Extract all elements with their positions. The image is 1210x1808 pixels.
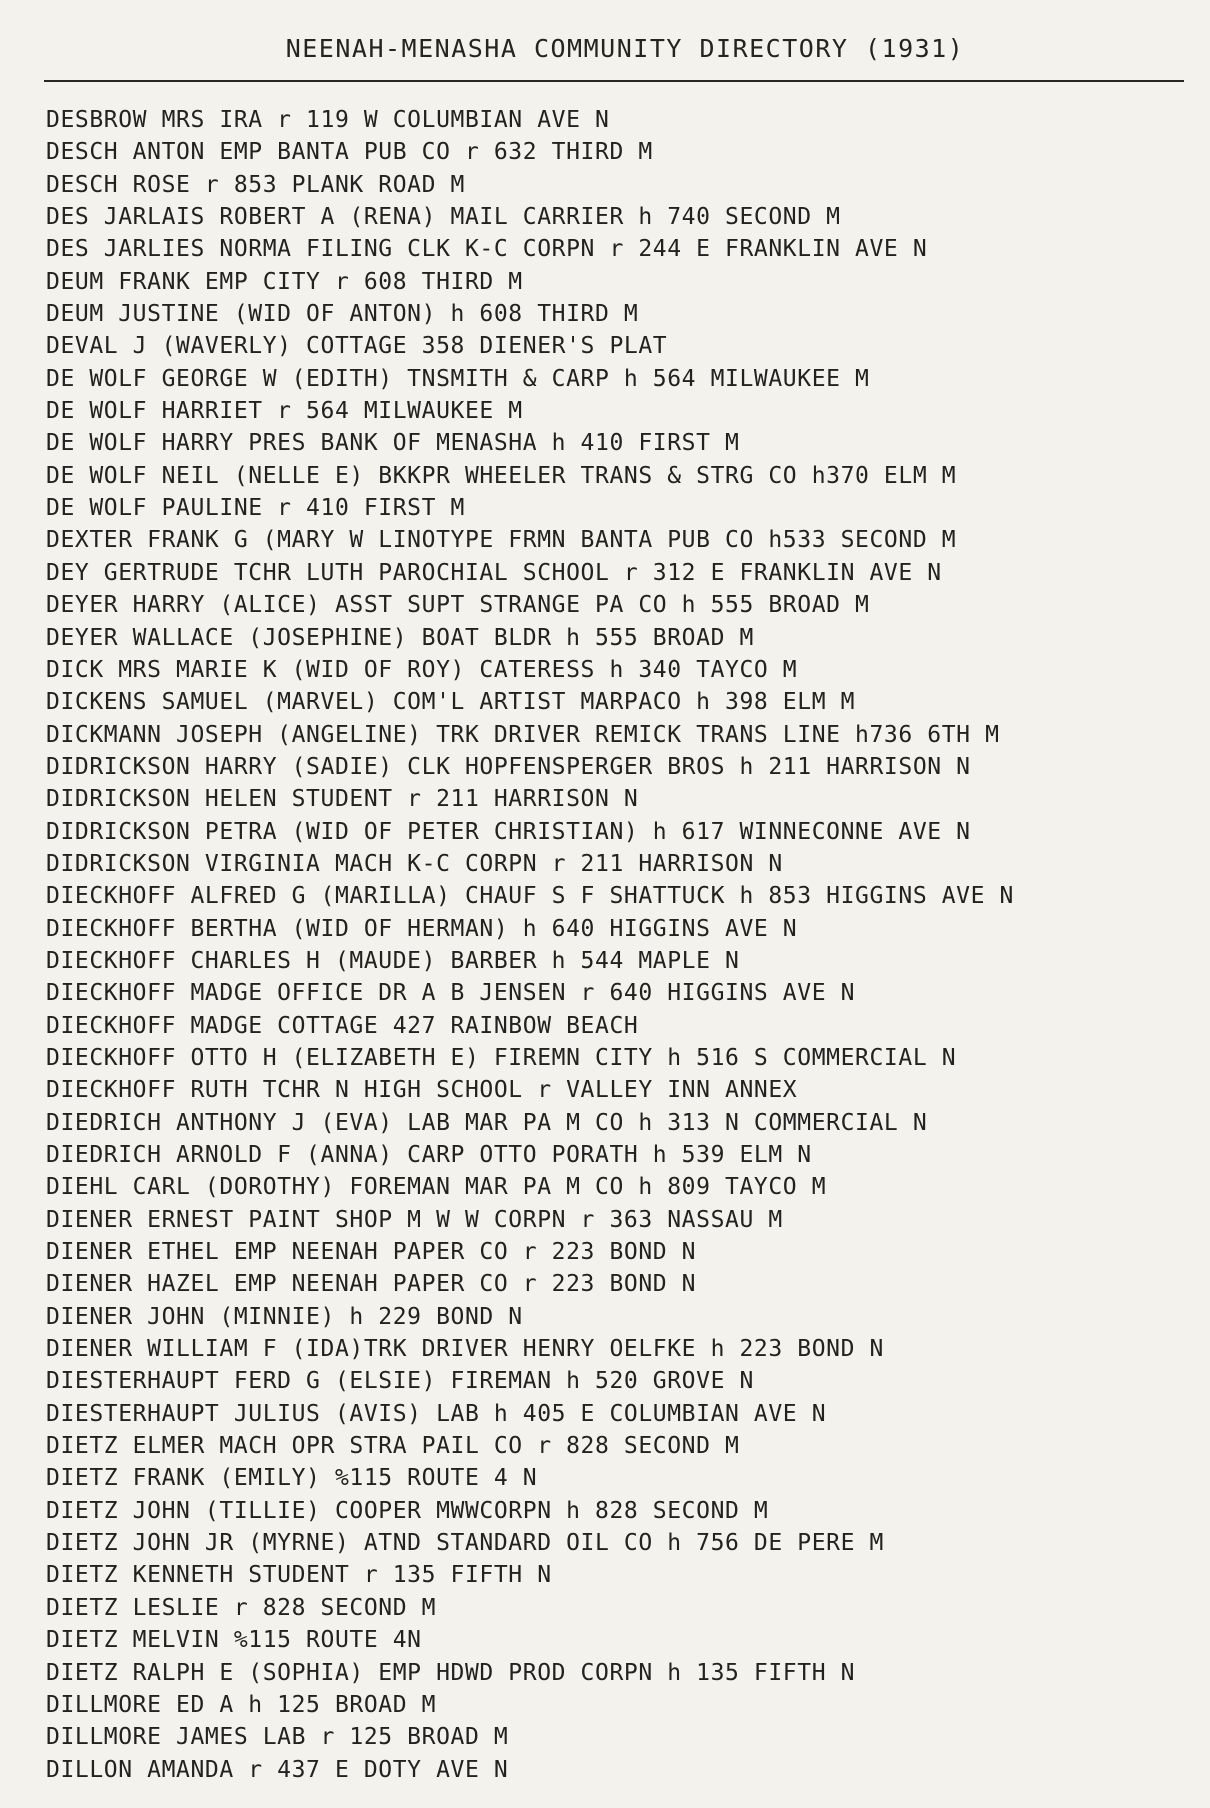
- directory-entry: DIETZ ELMER MACH OPR STRA PAIL CO r 828 SECOND M: [46, 1433, 740, 1460]
- directory-entry: DIECKHOFF BERTHA (WID OF HERMAN) h 640 HIGGINS AVE N: [46, 915, 798, 942]
- directory-entry: DIEDRICH ARNOLD F (ANNA) CARP OTTO PORATH h 539 ELM N: [46, 1142, 812, 1168]
- directory-entry: DIENER HAZEL EMP NEENAH PAPER CO r 223 BOND N: [46, 1271, 697, 1298]
- directory-entry: DIENER WILLIAM F (IDA)TRK DRIVER HENRY OELFKE h 223 BOND N: [46, 1336, 884, 1363]
- directory-entry-list: [46, 104, 1206, 1786]
- directory-entry: DESCH ANTON EMP BANTA PUB CO r 632 THIRD M: [46, 139, 653, 166]
- directory-entry: DIETZ MELVIN %115 ROUTE 4N: [46, 1627, 422, 1654]
- directory-entry: DIETZ JOHN (TILLIE) COOPER MWWCORPN h 828 SECOND M: [46, 1497, 769, 1524]
- directory-entry: DIETZ FRANK (EMILY) %115 ROUTE 4 N: [46, 1465, 538, 1492]
- page-title: NEENAH-MENASHA COMMUNITY DIRECTORY (1931): [285, 34, 965, 63]
- directory-entry: DEYER WALLACE (JOSEPHINE) BOAT BLDR h 555 BROAD M: [46, 624, 754, 651]
- directory-entry: DIDRICKSON HELEN STUDENT r 211 HARRISON N: [46, 786, 639, 813]
- directory-entry: DIECKHOFF MADGE COTTAGE 427 RAINBOW BEACH: [46, 1012, 639, 1039]
- directory-entry: DIEDRICH ANTHONY J (EVA) LAB MAR PA M CO h 313 N COMMERCIAL N: [46, 1109, 928, 1136]
- directory-entry: DE WOLF NEIL (NELLE E) BKKPR WHEELER TRANS & STRG CO h370 ELM M: [46, 462, 957, 489]
- directory-entry: DE WOLF HARRY PRES BANK OF MENASHA h 410 FIRST M: [46, 430, 740, 457]
- directory-entry: DIECKHOFF OTTO H (ELIZABETH E) FIREMN CITY h 516 S COMMERCIAL N: [46, 1044, 957, 1071]
- directory-entry: DEYER HARRY (ALICE) ASST SUPT STRANGE PA CO h 555 BROAD M: [46, 592, 870, 619]
- directory-entry: DIDRICKSON VIRGINIA MACH K-C CORPN r 211 HARRISON N: [46, 850, 783, 877]
- directory-entry: DICKENS SAMUEL (MARVEL) COM'L ARTIST MARPACO h 398 ELM M: [46, 689, 856, 716]
- directory-entry: DES JARLIES NORMA FILING CLK K-C CORPN r 244 E FRANKLIN AVE N: [46, 236, 928, 263]
- directory-entry: DEUM FRANK EMP CITY r 608 THIRD M: [46, 268, 523, 295]
- directory-entry: DESBROW MRS IRA r 119 W COLUMBIAN AVE N: [46, 107, 610, 133]
- directory-entry: DIESTERHAUPT FERD G (ELSIE) FIREMAN h 520 GROVE N: [46, 1368, 754, 1395]
- directory-entry: DICK MRS MARIE K (WID OF ROY) CATERESS h 340 TAYCO M: [46, 656, 798, 683]
- directory-entry: DIEHL CARL (DOROTHY) FOREMAN MAR PA M CO h 809 TAYCO M: [46, 1174, 827, 1201]
- directory-entry: DE WOLF PAULINE r 410 FIRST M: [46, 495, 465, 522]
- directory-entry: DILLMORE ED A h 125 BROAD M: [46, 1691, 437, 1718]
- directory-entry: DIECKHOFF ALFRED G (MARILLA) CHAUF S F SHATTUCK h 853 HIGGINS AVE N: [46, 883, 1014, 910]
- directory-entry: DIETZ KENNETH STUDENT r 135 FIFTH N: [46, 1562, 552, 1589]
- directory-entry: DEVAL J (WAVERLY) COTTAGE 358 DIENER'S PLAT: [46, 333, 668, 360]
- directory-entry: DIDRICKSON PETRA (WID OF PETER CHRISTIAN) h 617 WINNECONNE AVE N: [46, 818, 971, 845]
- directory-entry: DIENER ETHEL EMP NEENAH PAPER CO r 223 BOND N: [46, 1239, 697, 1266]
- directory-entry: DIECKHOFF CHARLES H (MAUDE) BARBER h 544 MAPLE N: [46, 947, 740, 974]
- directory-entry: DIECKHOFF RUTH TCHR N HIGH SCHOOL r VALLEY INN ANNEX: [46, 1077, 798, 1104]
- directory-entry: DE WOLF HARRIET r 564 MILWAUKEE M: [46, 398, 523, 425]
- directory-entry: DILLMORE JAMES LAB r 125 BROAD M: [46, 1724, 509, 1751]
- directory-entry: DES JARLAIS ROBERT A (RENA) MAIL CARRIER h 740 SECOND M: [46, 204, 841, 231]
- directory-entry: DIECKHOFF MADGE OFFICE DR A B JENSEN r 640 HIGGINS AVE N: [46, 980, 856, 1007]
- directory-entry: DEXTER FRANK G (MARY W LINOTYPE FRMN BANTA PUB CO h533 SECOND M: [46, 527, 957, 554]
- directory-entry: DIENER ERNEST PAINT SHOP M W W CORPN r 363 NASSAU M: [46, 1206, 783, 1233]
- directory-entry: DEUM JUSTINE (WID OF ANTON) h 608 THIRD M: [46, 301, 639, 328]
- header-rule: [44, 80, 1184, 82]
- directory-entry: DE WOLF GEORGE W (EDITH) TNSMITH & CARP h 564 MILWAUKEE M: [46, 365, 870, 392]
- directory-entry: DIESTERHAUPT JULIUS (AVIS) LAB h 405 E COLUMBIAN AVE N: [46, 1400, 827, 1427]
- directory-entry: DICKMANN JOSEPH (ANGELINE) TRK DRIVER REMICK TRANS LINE h736 6TH M: [46, 721, 1000, 748]
- directory-entry: DIETZ JOHN JR (MYRNE) ATND STANDARD OIL CO h 756 DE PERE M: [46, 1530, 884, 1557]
- directory-entry: DESCH ROSE r 853 PLANK ROAD M: [46, 171, 465, 198]
- directory-entry: DIETZ RALPH E (SOPHIA) EMP HDWD PROD CORPN h 135 FIFTH N: [46, 1659, 856, 1686]
- directory-entry: DILLON AMANDA r 437 E DOTY AVE N: [46, 1756, 509, 1783]
- directory-entry: DIENER JOHN (MINNIE) h 229 BOND N: [46, 1303, 523, 1330]
- directory-entry: DIDRICKSON HARRY (SADIE) CLK HOPFENSPERGER BROS h 211 HARRISON N: [46, 753, 971, 780]
- directory-entry: DIETZ LESLIE r 828 SECOND M: [46, 1594, 437, 1621]
- directory-entry: DEY GERTRUDE TCHR LUTH PAROCHIAL SCHOOL r 312 E FRANKLIN AVE N: [46, 559, 942, 586]
